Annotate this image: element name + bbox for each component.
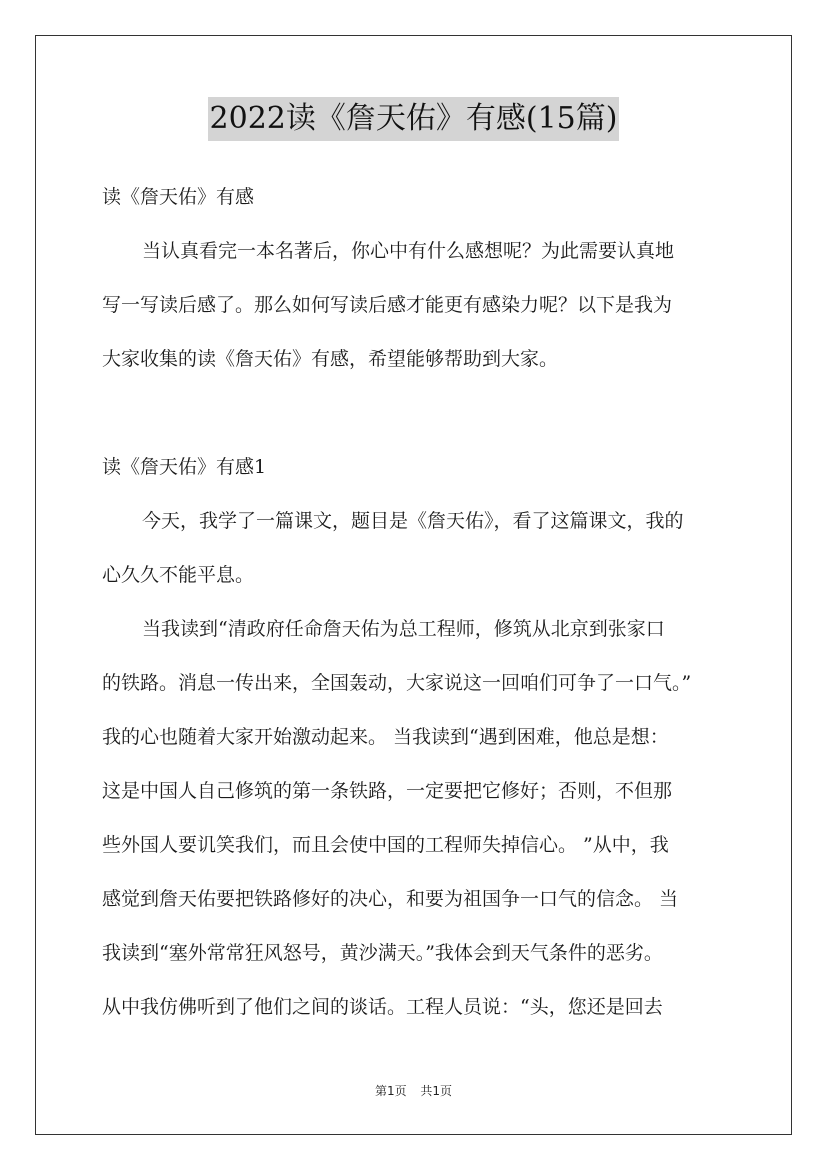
paragraph-line: 我读到“塞外常常狂风怒号，黄沙满天。”我体会到天气条件的恶劣。 bbox=[102, 942, 663, 964]
paragraph-line: 的铁路。消息一传出来，全国轰动，大家说这一回咱们可争了一口气。” bbox=[102, 672, 692, 694]
paragraph-line: 我的心也随着大家开始激动起来。 当我读到“遇到困难，他总是想： bbox=[102, 726, 669, 748]
paragraph-line: 这是中国人自己修筑的第一条铁路，一定要把它修好；否则，不但那 bbox=[102, 780, 673, 802]
paragraph-line: 大家收集的读《詹天佑》有感，希望能够帮助到大家。 bbox=[102, 348, 559, 370]
paragraph-line: 从中我仿佛听到了他们之间的谈话。工程人员说：“头，您还是回去 bbox=[102, 996, 663, 1018]
document-title: 2022读《詹天佑》有感(15篇) bbox=[208, 97, 620, 141]
section-heading: 读《詹天佑》有感 bbox=[102, 186, 255, 208]
section-heading: 读《詹天佑》有感1 bbox=[102, 456, 267, 478]
title-container bbox=[0, 97, 827, 141]
page-number: 第1页 bbox=[374, 1084, 407, 1098]
document-body bbox=[102, 170, 730, 1034]
paragraph-line: 当我读到“清政府任命詹天佑为总工程师，修筑从北京到张家口 bbox=[142, 618, 665, 640]
paragraph-line: 些外国人要讥笑我们，而且会使中国的工程师失掉信心。 ”从中，我 bbox=[102, 834, 669, 856]
blank-line bbox=[102, 386, 730, 440]
paragraph-line: 感觉到詹天佑要把铁路修好的决心，和要为祖国争一口气的信念。 当 bbox=[102, 888, 679, 910]
paragraph-line: 写一写读后感了。那么如何写读后感才能更有感染力呢？以下是我为 bbox=[102, 294, 673, 316]
paragraph-line: 当认真看完一本名著后，你心中有什么感想呢？为此需要认真地 bbox=[142, 240, 675, 262]
paragraph-line: 今天，我学了一篇课文，题目是《詹天佑》，看了这篇课文，我的 bbox=[142, 510, 684, 532]
page-footer bbox=[0, 1082, 827, 1099]
page-total: 共1页 bbox=[420, 1084, 453, 1098]
paragraph-line: 心久久不能平息。 bbox=[102, 564, 255, 586]
